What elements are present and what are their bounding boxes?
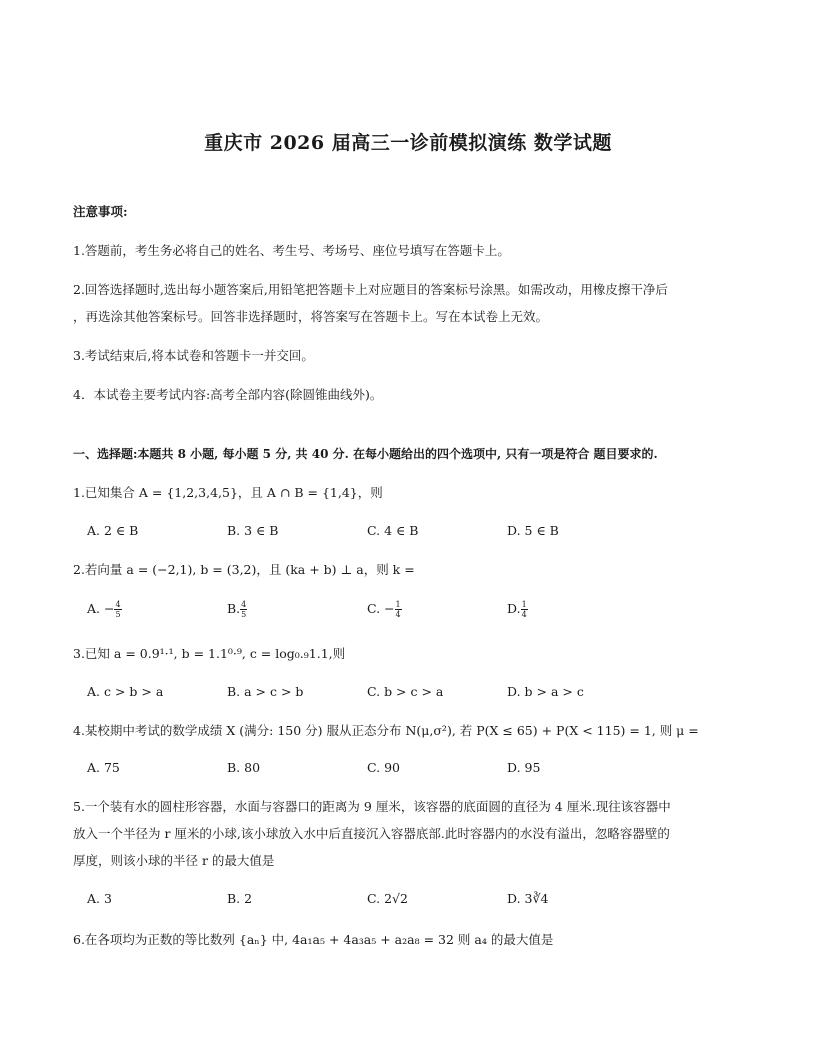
numerator: 1 (521, 600, 527, 609)
option-a-fraction (114, 600, 121, 619)
option-d[interactable]: D. b > a > c (507, 684, 584, 699)
option-b[interactable]: B. 3 ∈ B (227, 523, 279, 538)
notice-item-4: 4．本试卷主要考试内容:高考全部内容(除圆锥曲线外)。 (73, 387, 383, 402)
denominator: 5 (241, 610, 247, 619)
option-a-prefix: A. − (87, 601, 115, 616)
option-c[interactable]: C. b > c > a (367, 684, 444, 699)
page-title: 重庆市 2026 届高三一诊前模拟演练 数学试题 (204, 132, 612, 154)
question-5-stem-line-1: 5.一个装有水的圆柱形容器，水面与容器口的距离为 9 厘米，该容器的底面圆的直径为 4 厘米.现往该容器中 (73, 799, 671, 814)
question-5-stem-line-3: 厚度，则该小球的半径 r 的最大值是 (73, 853, 275, 868)
denominator: 5 (115, 610, 121, 619)
question-4-stem: 4.某校期中考试的数学成绩 X (满分: 150 分) 服从正态分布 N(μ,σ²), 若 P(X ≤ 65) + P(X < 115) = 1, 则 μ = (73, 723, 699, 738)
notice-item-2-cont: ，再选涂其他答案标号。回答非选择题时，将答案写在答题卡上。写在本试卷上无效。 (73, 309, 549, 324)
option-b-prefix: B. (227, 601, 241, 616)
notice-heading: 注意事项: (73, 204, 128, 219)
option-c-prefix: C. − (367, 601, 395, 616)
option-d-prefix: D. (507, 601, 521, 616)
option-a[interactable]: A. 3 (87, 891, 112, 906)
option-c[interactable]: C. 90 (367, 760, 400, 775)
option-b[interactable] (227, 600, 247, 619)
question-3-stem: 3.已知 a = 0.9¹·¹, b = 1.1⁰·⁹, c = log₀.₉1.1,则 (73, 646, 346, 661)
option-d[interactable] (507, 600, 528, 619)
notice-item-1: 1.答题前，考生务必将自己的姓名、考生号、考场号、座位号填写在答题卡上。 (73, 243, 510, 258)
question-5-stem-line-2: 放入一个半径为 r 厘米的小球,该小球放入水中后直接沉入容器底部.此时容器内的水没有溢出，忽略容器壁的 (73, 826, 670, 841)
option-b[interactable]: B. a > c > b (227, 684, 304, 699)
question-1-stem: 1.已知集合 A = {1,2,3,4,5}，且 A ∩ B = {1,4}，则 (73, 485, 383, 500)
option-c[interactable]: C. 4 ∈ B (367, 523, 419, 538)
denominator: 4 (521, 610, 527, 619)
option-d[interactable]: D. 5 ∈ B (507, 523, 559, 538)
numerator: 4 (241, 600, 247, 609)
option-a[interactable]: A. 2 ∈ B (87, 523, 139, 538)
section-heading: 一、选择题:本题共 8 小题, 每小题 5 分, 共 40 分. 在每小题给出的四个选项中, 只有一项是符合 题目要求的. (73, 447, 658, 461)
option-b[interactable]: B. 2 (227, 891, 253, 906)
option-c-fraction (395, 600, 402, 619)
option-a[interactable]: A. 75 (87, 760, 120, 775)
option-a[interactable] (87, 600, 122, 619)
option-b-fraction (240, 600, 247, 619)
option-c[interactable] (367, 600, 402, 619)
option-c[interactable]: C. 2√2 (367, 891, 408, 906)
question-6-stem: 6.在各项均为正数的等比数列 {aₙ} 中, 4a₁a₅ + 4a₃a₅ + a₂a₈ = 32 则 a₄ 的最大值是 (73, 932, 554, 947)
option-b[interactable]: B. 80 (227, 760, 261, 775)
option-d[interactable]: D. 95 (507, 760, 541, 775)
question-2-stem: 2.若向量 a = (−2,1), b = (3,2)，且 (ka + b) ⊥ a，则 k = (73, 562, 415, 577)
numerator: 1 (395, 600, 401, 609)
numerator: 4 (115, 600, 121, 609)
option-a[interactable]: A. c > b > a (87, 684, 164, 699)
option-d-fraction (521, 600, 528, 619)
denominator: 4 (395, 610, 401, 619)
notice-item-2: 2.回答选择题时,选出每小题答案后,用铅笔把答题卡上对应题目的答案标号涂黑。如需改动，用橡皮擦干净后 (73, 282, 668, 297)
notice-item-3: 3.考试结束后,将本试卷和答题卡一并交回。 (73, 348, 314, 363)
option-d[interactable]: D. 3∛4 (507, 891, 549, 906)
